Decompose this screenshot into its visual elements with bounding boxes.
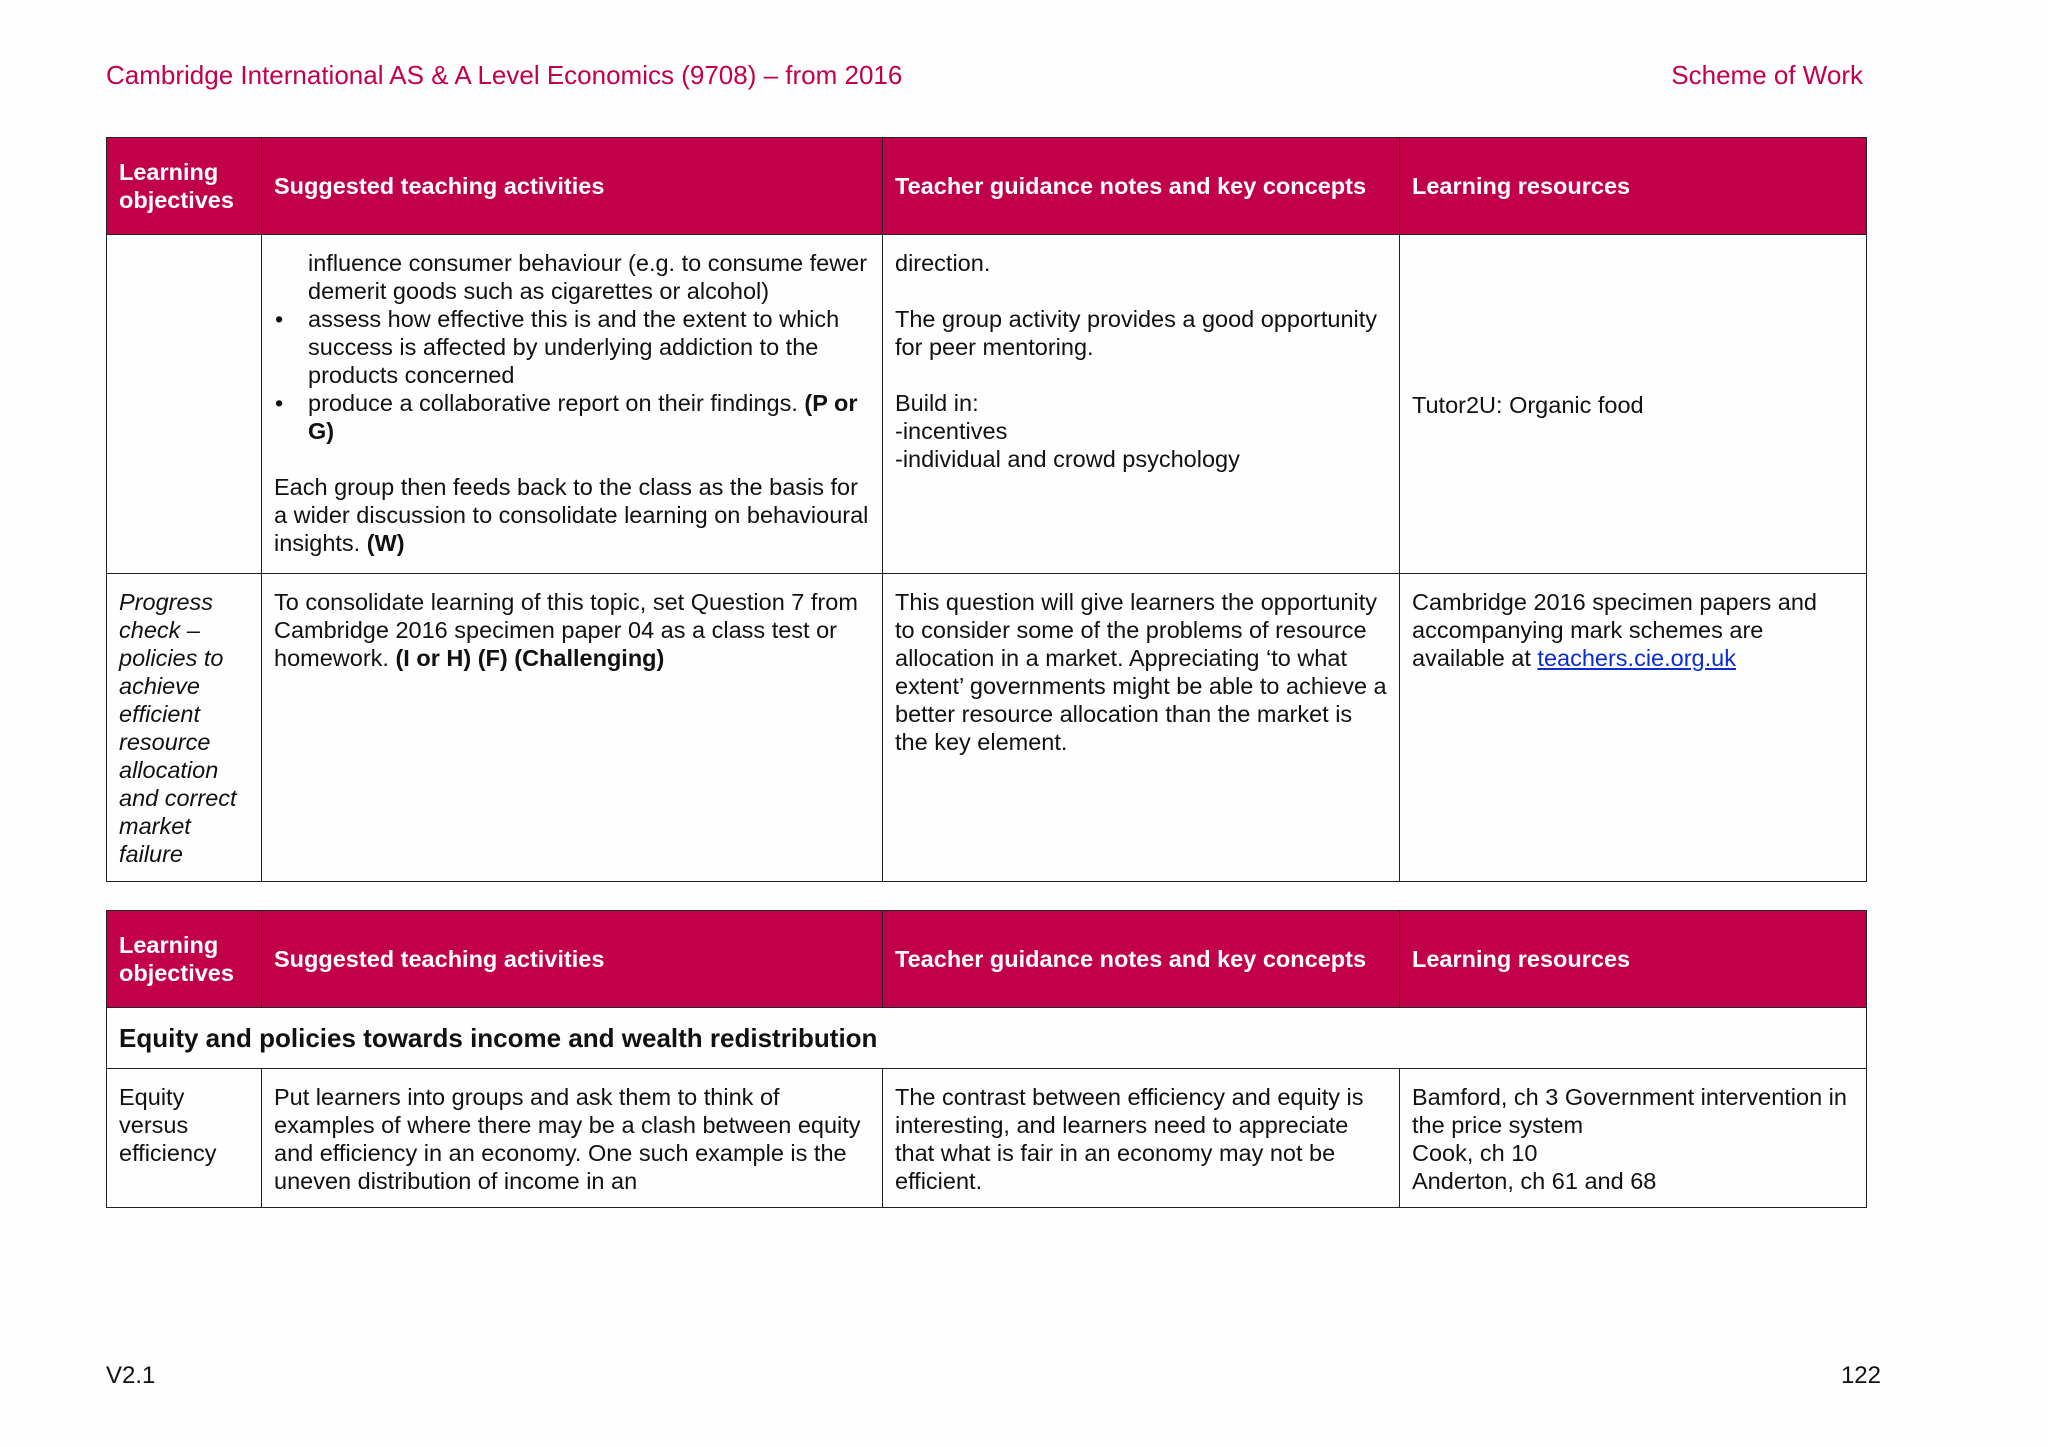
section-title: Equity and policies towards income and wealth redistribution: [107, 1008, 1867, 1069]
header-learning-resources: Learning resources: [1400, 138, 1867, 235]
resources-cell: [1400, 574, 1867, 882]
header-guidance-notes: Teacher guidance notes and key concepts: [883, 138, 1400, 235]
activities-cell: Put learners into groups and ask them to think of examples of where there may be a clash between equity and efficiency in an economy. One such example is the uneven distribution of income in an: [262, 1069, 883, 1208]
list-item: influence consumer behaviour (e.g. to consume fewer demerit goods such as cigarettes or alcohol): [308, 250, 868, 304]
page-number: 122: [1840, 1362, 1881, 1389]
objective-cell: Equity versus efficiency: [107, 1069, 262, 1208]
section-row: [107, 1008, 1867, 1069]
guidance-cell: This question will give learners the opportunity to consider some of the problems of resource allocation in a market. Appreciating ‘to what extent’ governments might be able to achieve a better resource allocation than the market is the key element.: [883, 574, 1400, 882]
guidance-paragraph: The group activity provides a good opportunity for peer mentoring.: [895, 306, 1378, 360]
scheme-table-1: [106, 137, 1867, 882]
objective-cell: Progress check – policies to achieve efficient resource allocation and correct market failure: [107, 574, 262, 882]
resource-item: Tutor2U: Organic food: [1412, 392, 1644, 418]
header-learning-resources: Learning resources: [1400, 911, 1867, 1008]
table-row: [107, 235, 1867, 574]
activity-tag: (I or H) (F) (Challenging): [395, 645, 665, 671]
teachers-cie-link[interactable]: teachers.cie.org.uk: [1537, 645, 1736, 671]
activity-tag: (W): [366, 530, 405, 556]
table-header-row: [107, 138, 1867, 235]
header-guidance-notes: Teacher guidance notes and key concepts: [883, 911, 1400, 1008]
header-learning-objectives: Learning objectives: [107, 911, 262, 1008]
guidance-line: direction.: [895, 250, 991, 276]
activity-text: To consolidate learning of this topic, set Question 7 from Cambridge 2016 specimen paper 04 as a class test or homework.: [274, 589, 858, 671]
resources-cell: [1400, 235, 1867, 574]
guidance-cell: [883, 235, 1400, 574]
resource-text: Cambridge 2016 specimen papers and accompanying mark schemes are available at: [1412, 589, 1817, 671]
table-header-row: [107, 911, 1867, 1008]
list-item: • assess how effective this is and the extent to which success is affected by underlying addiction to the products concerned: [308, 305, 870, 389]
objective-cell: [107, 235, 262, 574]
bullet-text: produce a collaborative report on their findings.: [308, 390, 798, 416]
activities-bullets: [274, 249, 870, 445]
table-row: [107, 1069, 1867, 1208]
guidance-item: -incentives: [895, 418, 1008, 444]
resource-item: Bamford, ch 3 Government intervention in the price system: [1412, 1084, 1847, 1138]
version-label: V2.1: [106, 1362, 156, 1389]
document-type: Scheme of Work: [1671, 60, 1863, 90]
activity-tag: (P or G): [308, 390, 858, 444]
resource-item: Cook, ch 10: [1412, 1140, 1538, 1166]
resource-item: Anderton, ch 61 and 68: [1412, 1168, 1657, 1194]
scheme-table-2: [106, 910, 1867, 1208]
header-learning-objectives: Learning objectives: [107, 138, 262, 235]
list-item: [308, 389, 870, 445]
activities-paragraph: [274, 473, 870, 557]
activities-cell: [262, 574, 883, 882]
guidance-item: -individual and crowd psychology: [895, 446, 1240, 472]
header-teaching-activities: Suggested teaching activities: [262, 911, 883, 1008]
activities-cell: [262, 235, 883, 574]
header-teaching-activities: Suggested teaching activities: [262, 138, 883, 235]
guidance-build-in: Build in:: [895, 390, 979, 416]
guidance-cell: The contrast between efficiency and equity is interesting, and learners need to appreciate that what is fair in an economy may not be efficient.: [883, 1069, 1400, 1208]
document-title: Cambridge International AS & A Level Economics (9708) – from 2016: [106, 60, 903, 90]
paragraph-text: Each group then feeds back to the class as the basis for a wider discussion to consolidate learning on behavioural insights.: [274, 474, 869, 556]
table-row: [107, 574, 1867, 882]
resources-cell: [1400, 1069, 1867, 1208]
